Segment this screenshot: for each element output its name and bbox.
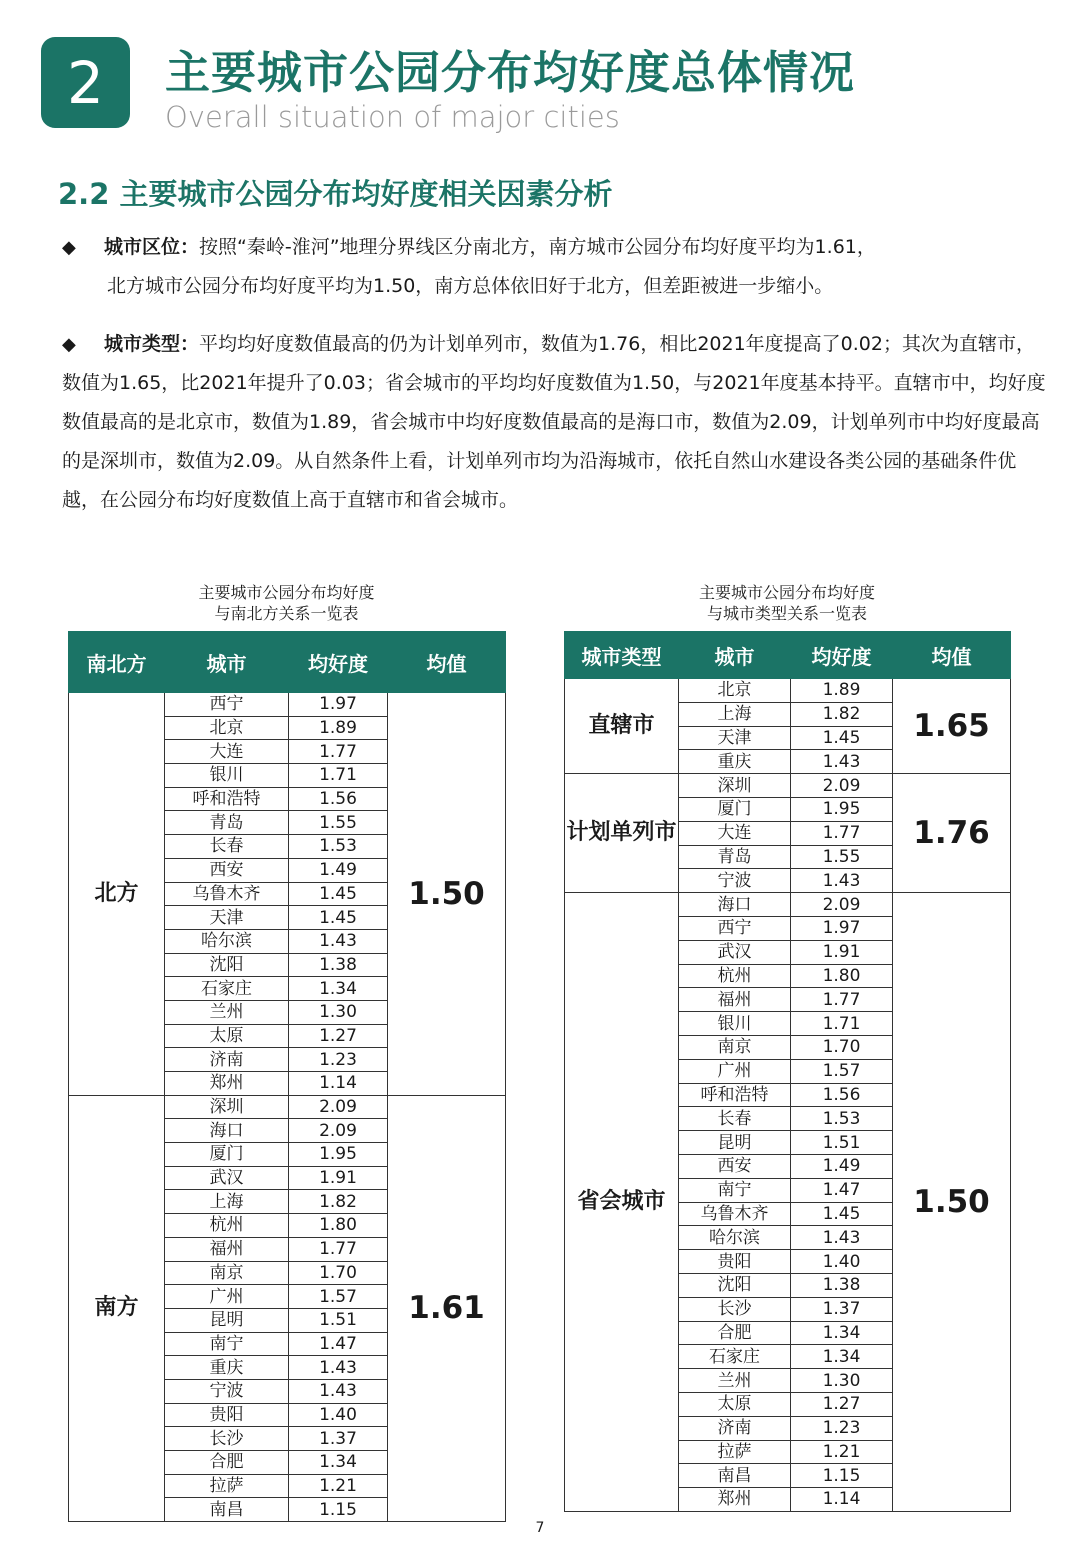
caption-line: 与城市类型关系一览表 (706, 604, 867, 623)
table-caption (68, 582, 505, 624)
score-cell: 1.47 (791, 1178, 893, 1202)
score-cell: 1.43 (289, 929, 388, 953)
score-cell: 1.45 (289, 906, 388, 930)
city-cell: 沈阳 (165, 953, 289, 977)
group-mean-cell: 1.50 (388, 693, 506, 1096)
city-cell: 郑州 (679, 1488, 791, 1512)
header-cell: 均值 (388, 632, 506, 693)
city-cell: 合肥 (679, 1321, 791, 1345)
header-cell: 南北方 (69, 632, 165, 693)
group-name-cell: 计划单列市 (565, 774, 679, 893)
city-cell: 上海 (165, 1190, 289, 1214)
score-cell: 1.43 (289, 1356, 388, 1380)
score-cell: 2.09 (289, 1119, 388, 1143)
score-cell: 1.95 (289, 1143, 388, 1167)
group-mean-cell: 1.50 (893, 893, 1011, 1512)
score-cell: 1.49 (289, 858, 388, 882)
city-cell: 西安 (679, 1154, 791, 1178)
header-cell: 均好度 (791, 632, 893, 679)
city-cell: 厦门 (165, 1143, 289, 1167)
city-cell: 杭州 (679, 964, 791, 988)
city-cell: 太原 (679, 1392, 791, 1416)
score-cell: 2.09 (791, 893, 893, 917)
score-cell: 1.43 (289, 1379, 388, 1403)
city-cell: 杭州 (165, 1214, 289, 1238)
city-cell: 长春 (165, 835, 289, 859)
city-cell: 郑州 (165, 1072, 289, 1096)
group-name-cell: 省会城市 (565, 893, 679, 1512)
score-cell: 1.77 (289, 740, 388, 764)
score-cell: 1.71 (791, 1012, 893, 1036)
page-number: 7 (535, 1520, 545, 1536)
city-cell: 贵阳 (679, 1250, 791, 1274)
score-cell: 1.77 (791, 821, 893, 845)
city-cell: 乌鲁木齐 (679, 1202, 791, 1226)
page-subtitle: Overall situation of major cities (165, 100, 620, 134)
score-cell: 1.55 (791, 845, 893, 869)
city-cell: 海口 (165, 1119, 289, 1143)
score-cell: 2.09 (289, 1095, 388, 1119)
diamond-bullet-icon: ◆ (62, 334, 76, 355)
group-mean-cell: 1.76 (893, 774, 1011, 893)
score-cell: 1.30 (289, 1000, 388, 1024)
paragraph-city-location (62, 228, 1042, 306)
score-cell: 1.40 (791, 1250, 893, 1274)
score-cell: 1.77 (289, 1237, 388, 1261)
score-cell: 1.45 (791, 726, 893, 750)
caption-line: 主要城市公园分布均好度 (698, 583, 875, 602)
score-cell: 1.21 (791, 1440, 893, 1464)
city-cell: 广州 (165, 1285, 289, 1309)
header-cell: 均好度 (289, 632, 388, 693)
city-cell: 南宁 (679, 1178, 791, 1202)
score-cell: 1.45 (791, 1202, 893, 1226)
score-cell: 1.34 (289, 977, 388, 1001)
city-cell: 西宁 (165, 693, 289, 717)
score-cell: 1.56 (289, 787, 388, 811)
city-cell: 兰州 (679, 1369, 791, 1393)
score-cell: 1.70 (791, 1035, 893, 1059)
score-cell: 1.91 (289, 1166, 388, 1190)
header-cell: 城市 (679, 632, 791, 679)
score-cell: 1.89 (289, 716, 388, 740)
city-cell: 济南 (165, 1048, 289, 1072)
city-cell: 济南 (679, 1416, 791, 1440)
city-cell: 呼和浩特 (165, 787, 289, 811)
city-cell: 南昌 (679, 1464, 791, 1488)
city-cell: 天津 (165, 906, 289, 930)
score-cell: 1.23 (791, 1416, 893, 1440)
score-cell: 1.34 (791, 1321, 893, 1345)
table-header-row (565, 632, 1011, 679)
section-number-badge: 2 (41, 37, 130, 128)
score-cell: 1.21 (289, 1474, 388, 1498)
score-cell: 1.82 (791, 702, 893, 726)
city-cell: 拉萨 (679, 1440, 791, 1464)
city-cell: 合肥 (165, 1451, 289, 1475)
city-cell: 石家庄 (679, 1345, 791, 1369)
score-cell: 1.71 (289, 764, 388, 788)
score-cell: 1.14 (289, 1072, 388, 1096)
score-cell: 1.34 (791, 1345, 893, 1369)
table-row (69, 1095, 506, 1119)
header-cell: 城市类型 (565, 632, 679, 679)
city-cell: 银川 (679, 1012, 791, 1036)
score-cell: 1.15 (289, 1498, 388, 1522)
table-row (565, 679, 1011, 703)
score-cell: 1.51 (791, 1131, 893, 1155)
city-cell: 南京 (679, 1035, 791, 1059)
score-cell: 1.27 (289, 1024, 388, 1048)
city-cell: 昆明 (679, 1131, 791, 1155)
score-cell: 1.38 (791, 1273, 893, 1297)
score-cell: 1.91 (791, 940, 893, 964)
city-cell: 上海 (679, 702, 791, 726)
city-cell: 西安 (165, 858, 289, 882)
city-cell: 兰州 (165, 1000, 289, 1024)
city-cell: 贵阳 (165, 1403, 289, 1427)
score-cell: 1.34 (289, 1451, 388, 1475)
group-name-cell: 南方 (69, 1095, 165, 1521)
score-cell: 1.45 (289, 882, 388, 906)
score-cell: 1.55 (289, 811, 388, 835)
score-cell: 1.89 (791, 679, 893, 703)
score-cell: 1.57 (791, 1059, 893, 1083)
score-cell: 1.43 (791, 1226, 893, 1250)
header-cell: 均值 (893, 632, 1011, 679)
score-cell: 1.15 (791, 1464, 893, 1488)
score-cell: 1.53 (791, 1107, 893, 1131)
city-cell: 大连 (679, 821, 791, 845)
score-cell: 1.23 (289, 1048, 388, 1072)
city-cell: 长沙 (679, 1297, 791, 1321)
city-cell: 宁波 (679, 869, 791, 893)
city-cell: 哈尔滨 (165, 929, 289, 953)
page-title: 主要城市公园分布均好度总体情况 (165, 46, 856, 99)
group-mean-cell: 1.65 (893, 679, 1011, 774)
score-cell: 1.27 (791, 1392, 893, 1416)
score-cell: 1.47 (289, 1332, 388, 1356)
city-cell: 乌鲁木齐 (165, 882, 289, 906)
section-heading: 2.2 主要城市公园分布均好度相关因素分析 (58, 177, 613, 211)
city-cell: 南昌 (165, 1498, 289, 1522)
city-cell: 厦门 (679, 797, 791, 821)
group-mean-cell: 1.61 (388, 1095, 506, 1521)
group-name-cell: 直辖市 (565, 679, 679, 774)
city-type-table (564, 631, 1011, 1512)
table-header-row (69, 632, 506, 693)
city-cell: 呼和浩特 (679, 1083, 791, 1107)
city-cell: 大连 (165, 740, 289, 764)
paragraph-label: 城市区位： (104, 236, 200, 258)
table-row (565, 893, 1011, 917)
city-cell: 青岛 (165, 811, 289, 835)
city-cell: 深圳 (165, 1095, 289, 1119)
city-cell: 武汉 (165, 1166, 289, 1190)
city-cell: 重庆 (679, 750, 791, 774)
paragraph-text: 北方城市公园分布均好度平均为1.50，南方总体依旧好于北方，但差距被进一步缩小。 (107, 275, 834, 297)
score-cell: 1.82 (289, 1190, 388, 1214)
table-caption (564, 582, 1010, 624)
city-cell: 青岛 (679, 845, 791, 869)
caption-line: 与南北方关系一览表 (214, 604, 359, 623)
table-row (565, 774, 1011, 798)
score-cell: 2.09 (791, 774, 893, 798)
header-cell: 城市 (165, 632, 289, 693)
city-cell: 哈尔滨 (679, 1226, 791, 1250)
city-cell: 石家庄 (165, 977, 289, 1001)
diamond-bullet-icon: ◆ (62, 237, 76, 258)
city-cell: 天津 (679, 726, 791, 750)
city-cell: 沈阳 (679, 1273, 791, 1297)
score-cell: 1.51 (289, 1308, 388, 1332)
city-cell: 北京 (165, 716, 289, 740)
table-row (69, 693, 506, 717)
city-cell: 福州 (679, 988, 791, 1012)
city-cell: 宁波 (165, 1379, 289, 1403)
city-cell: 深圳 (679, 774, 791, 798)
city-cell: 长春 (679, 1107, 791, 1131)
north-south-table (68, 631, 506, 1522)
score-cell: 1.43 (791, 750, 893, 774)
city-cell: 昆明 (165, 1308, 289, 1332)
city-cell: 南京 (165, 1261, 289, 1285)
city-cell: 北京 (679, 679, 791, 703)
city-cell: 银川 (165, 764, 289, 788)
score-cell: 1.57 (289, 1285, 388, 1309)
city-cell: 广州 (679, 1059, 791, 1083)
score-cell: 1.30 (791, 1369, 893, 1393)
score-cell: 1.38 (289, 953, 388, 977)
score-cell: 1.53 (289, 835, 388, 859)
score-cell: 1.37 (791, 1297, 893, 1321)
score-cell: 1.49 (791, 1154, 893, 1178)
caption-line: 主要城市公园分布均好度 (198, 583, 375, 602)
city-cell: 太原 (165, 1024, 289, 1048)
city-cell: 武汉 (679, 940, 791, 964)
score-cell: 1.14 (791, 1488, 893, 1512)
score-cell: 1.70 (289, 1261, 388, 1285)
paragraph-text: 平均均好度数值最高的仍为计划单列市，数值为1.76，相比2021年度提高了0.02；其次为直辖市，数值为1.65，比2021年提升了0.03；省会城市的平均均好度数值为1.50，与2021年度基本持平。直辖市中，均好度数值最高的是北京市，数值为1.89，省会城市中均好度数值最高的是海口市，数值为2.09，计划单列市中均好度最高的是深圳市，数值为2.09。从自然条件上看，计划单列市均为沿海城市，依托自然山水建设各类公园的基础条件优越，在公园分布均好度数值上高于直辖市和省会城市。 (62, 333, 1046, 511)
score-cell: 1.95 (791, 797, 893, 821)
score-cell: 1.97 (289, 693, 388, 717)
paragraph-city-type (62, 325, 1047, 520)
city-cell: 南宁 (165, 1332, 289, 1356)
city-cell: 西宁 (679, 916, 791, 940)
group-name-cell: 北方 (69, 693, 165, 1096)
paragraph-label: 城市类型： (104, 333, 200, 355)
score-cell: 1.40 (289, 1403, 388, 1427)
score-cell: 1.37 (289, 1427, 388, 1451)
city-cell: 长沙 (165, 1427, 289, 1451)
score-cell: 1.80 (289, 1214, 388, 1238)
city-cell: 福州 (165, 1237, 289, 1261)
city-cell: 重庆 (165, 1356, 289, 1380)
score-cell: 1.80 (791, 964, 893, 988)
score-cell: 1.43 (791, 869, 893, 893)
city-cell: 拉萨 (165, 1474, 289, 1498)
city-cell: 海口 (679, 893, 791, 917)
paragraph-text: 按照“秦岭-淮河”地理分界线区分南北方，南方城市公园分布均好度平均为1.61， (199, 236, 876, 258)
score-cell: 1.77 (791, 988, 893, 1012)
score-cell: 1.56 (791, 1083, 893, 1107)
score-cell: 1.97 (791, 916, 893, 940)
